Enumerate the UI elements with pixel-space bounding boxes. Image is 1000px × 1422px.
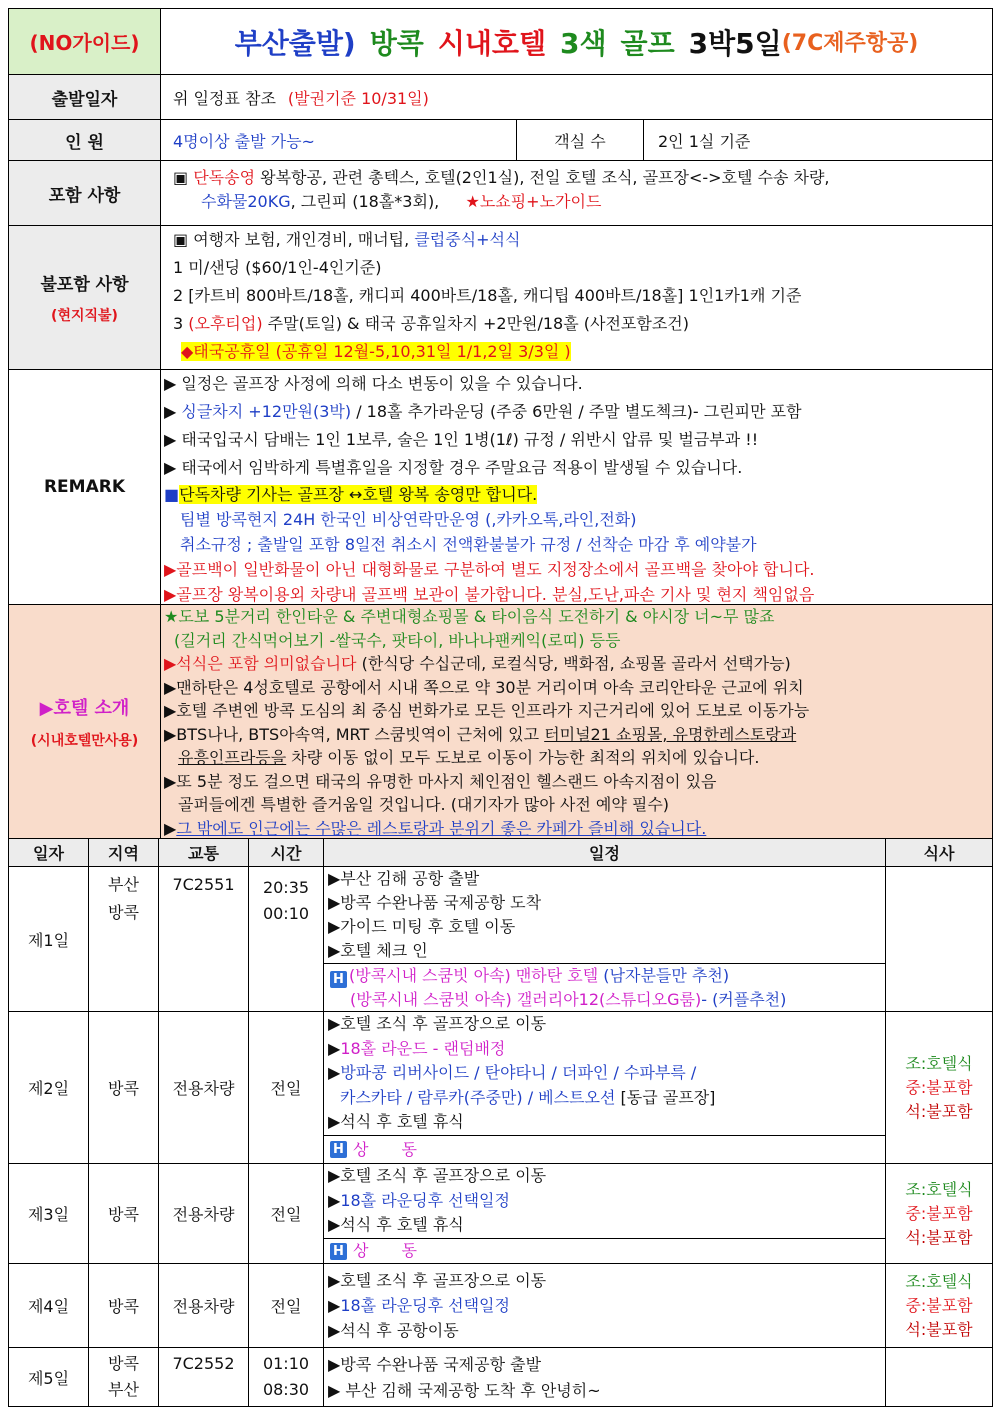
day3-transport: 전용차량 xyxy=(158,1163,249,1264)
day5-meal xyxy=(885,1347,993,1407)
day2-day: 제2일 xyxy=(8,1011,89,1164)
day3-schedule xyxy=(323,1163,886,1239)
col-header-transport: 교통 xyxy=(158,838,249,867)
hotel-intro-content xyxy=(160,604,993,839)
day1-day: 제1일 xyxy=(8,866,89,1012)
hotel-option: H (방콕시내 스쿰빗 아속) 맨하탄 호텔 (남자분들만 추천) xyxy=(330,964,885,988)
schedule-item: ▶18홀 라운딩후 선택일정 xyxy=(328,1296,510,1315)
schedule-item: ▶가이드 미팅 후 호텔 이동 xyxy=(328,917,516,936)
day4-schedule xyxy=(323,1263,886,1348)
remark-line: ■단독차량 기사는 골프장 ↔호텔 왕복 송영만 합니다. xyxy=(164,485,538,504)
day5-transport: 7C2552 xyxy=(158,1347,249,1407)
col-header-schedule: 일정 xyxy=(323,838,886,867)
day1-meal xyxy=(885,866,993,1012)
excluded-line: ▣ 여행자 보험, 개인경비, 매너팁, 클럽중식+석식 xyxy=(173,230,521,249)
day4-day: 제4일 xyxy=(8,1263,89,1348)
hotel-line: ▶호텔 주변엔 방콕 도심의 최 중심 번화가로 모든 인프라가 지근거리에 있어 도보로 이동가능 xyxy=(164,701,810,720)
excluded-content xyxy=(160,225,993,370)
day2-time: 전일 xyxy=(248,1011,324,1164)
schedule-item: ▶석식 후 공항이동 xyxy=(328,1321,459,1340)
excluded-line: 3 (오후티업) 주말(토일) & 태국 공휴일차지 +2만원/18홀 (사전포함조건) xyxy=(173,314,689,333)
room-label: 객실 수 xyxy=(516,119,644,161)
remark-content xyxy=(160,369,993,605)
hotel-line: (길거리 간식먹어보기 -쌀국수, 팟타이, 바나나팬케익(로띠) 등등 xyxy=(174,630,621,650)
hotel-line: ▶또 5분 정도 걸으면 태국의 유명한 마사지 체인점인 헬스랜드 아속지점이 있음 xyxy=(164,771,717,791)
day1-schedule xyxy=(323,866,886,964)
hotel-icon: H xyxy=(330,1141,347,1158)
hotel-line: 골퍼들에겐 특별한 즐거움일 것입니다. (대기자가 많아 사전 예약 필수) xyxy=(178,795,670,814)
title-part: 시내호텔 xyxy=(437,26,547,60)
day5-schedule xyxy=(323,1347,886,1407)
page-title xyxy=(160,8,993,75)
schedule-item: ▶석식 후 호텔 휴식 xyxy=(328,1215,464,1234)
schedule-item: ▶18홀 라운딩후 선택일정 xyxy=(328,1190,510,1210)
day2-meal: 조:호텔식 중:불포함 석:불포함 xyxy=(885,1011,993,1164)
day3-day: 제3일 xyxy=(8,1163,89,1264)
holiday-line: ◆태국공휴일 (공휴일 12월-5,10,31일 1/1,2일 3/3일 ) xyxy=(181,342,571,361)
day2-schedule xyxy=(323,1011,886,1136)
people-value: 4명이상 출발 가능~ xyxy=(160,119,517,161)
schedule-item: ▶방파콩 리버사이드 / 탄야타니 / 더파인 / 수파부륵 / xyxy=(328,1063,697,1082)
people-label: 인 원 xyxy=(8,119,161,161)
remark-line: ▶골프장 왕복이용외 차량내 골프백 보관이 불가합니다. 분실,도난,파손 기사 및 현지 책임없음 xyxy=(164,585,815,604)
remark-line: ▶ 일정은 골프장 사정에 의해 다소 변동이 있을 수 있습니다. xyxy=(164,374,583,393)
col-header-meal: 식사 xyxy=(885,838,993,867)
remark-line: ▶골프백이 일반화물이 아닌 대형화물로 구분하여 별도 지정장소에서 골프백을 찾아야 합니다. xyxy=(164,560,815,579)
day2-region: 방콕 xyxy=(88,1011,159,1164)
schedule-item: ▶석식 후 호텔 휴식 xyxy=(328,1112,464,1131)
hotel-line: ▶맨하탄은 4성호텔로 공항에서 시내 쪽으로 약 30분 거리이며 아속 코리안타운 근교에 위치 xyxy=(164,677,804,697)
remark-line: 팀별 방콕현지 24H 한국인 비상연락만운영 (,카카오톡,라인,전화) xyxy=(180,510,637,529)
hotel-icon: H xyxy=(330,971,347,988)
schedule-item: ▶방콕 수완나품 국제공항 출발 xyxy=(328,1355,542,1374)
day5-day: 제5일 xyxy=(8,1347,89,1407)
included-content xyxy=(160,160,993,226)
included-label: 포함 사항 xyxy=(8,160,161,226)
included-line: ▣ 단독송영 왕복항공, 관련 총텍스, 호텔(2인1실), 전일 호텔 조식, 골프장<->호텔 수송 차량, xyxy=(173,168,830,187)
schedule-item: ▶호텔 조식 후 골프장으로 이동 xyxy=(328,1166,547,1185)
schedule-item: ▶ 부산 김해 국제공항 도착 후 안녕히~ xyxy=(328,1381,601,1400)
excluded-line: 2 [카트비 800바트/18홀, 캐디피 400바트/18홀, 캐디팁 400바트/18홀] 1인1카1캐 기준 xyxy=(173,286,802,305)
day3-time: 전일 xyxy=(248,1163,324,1264)
departure-label: 출발일자 xyxy=(8,74,161,120)
day1-time: 20:35 00:10 xyxy=(248,866,324,1012)
hotel-line: ▶BTS나나, BTS아속역, MRT 스쿰빗역이 근처에 있고 터미널21 쇼핑몰, 유명한레스토랑과 xyxy=(164,724,797,744)
col-header-day: 일자 xyxy=(8,838,89,867)
schedule-item: ▶방콕 수완나품 국제공항 도착 xyxy=(328,893,542,912)
day4-meal: 조:호텔식 중:불포함 석:불포함 xyxy=(885,1263,993,1348)
title-part: 방콕 xyxy=(369,26,424,60)
departure-value: 위 일정표 참조 (발권기준 10/31일) xyxy=(160,74,993,120)
hotel-option: (방콕시내 스쿰빗 아속) 갤러리아12(스튜디오G룸)- (커플추천) xyxy=(350,990,787,1009)
day3-meal: 조:호텔식 중:불포함 석:불포함 xyxy=(885,1163,993,1264)
remark-line: ▶ 태국입국시 담배는 1인 1보루, 술은 1인 1병(1ℓ) 규정 / 위반시 압류 및 벌금부과 !! xyxy=(164,430,759,449)
day3-region: 방콕 xyxy=(88,1163,159,1264)
schedule-item: ▶호텔 조식 후 골프장으로 이동 xyxy=(328,1271,547,1290)
title-part: 부산출발) xyxy=(234,26,356,60)
remark-line: 취소규정 ; 출발일 포함 8일전 취소시 전액환불불가 규정 / 선착순 마감 후 예약불가 xyxy=(180,535,757,554)
title-part: 골프 xyxy=(620,26,675,60)
hotel-line: ★도보 5분거리 한인타운 & 주변대형쇼핑몰 & 타이음식 도전하기 & 야시장 너~무 많죠 xyxy=(164,607,775,626)
title-part: (7C제주항공) xyxy=(781,31,919,56)
schedule-item: ▶호텔 체크 인 xyxy=(328,941,428,960)
schedule-item: ▶18홀 라운드 - 랜덤배정 xyxy=(328,1038,506,1058)
day4-transport: 전용차량 xyxy=(158,1263,249,1348)
day5-region: 방콕 부산 xyxy=(88,1347,159,1407)
day1-transport: 7C2551 xyxy=(158,866,249,1012)
schedule-item: 카스카타 / 람루카(주중만) / 베스트오션 [동급 골프장] xyxy=(340,1087,716,1107)
hotel-intro-label: ▶호텔 소개 (시내호텔만사용) xyxy=(8,604,161,839)
day3-hotel: H 상 동 xyxy=(323,1238,886,1264)
day4-time: 전일 xyxy=(248,1263,324,1348)
hotel-line: ▶그 밖에도 인근에는 수많은 레스토랑과 분위기 좋은 카페가 즐비해 있습니다. xyxy=(164,818,707,838)
schedule-item: ▶호텔 조식 후 골프장으로 이동 xyxy=(328,1014,547,1033)
remark-line: ▶ 태국에서 임박하게 특별휴일을 지정할 경우 주말요금 적용이 발생될 수 있습니다. xyxy=(164,458,743,477)
day1-region: 부산 방콕 xyxy=(88,866,159,1012)
col-header-region: 지역 xyxy=(88,838,159,867)
hotel-line: ▶석식은 포함 의미없습니다 (한식당 수십군데, 로컬식당, 백화점, 쇼핑몰 골라서 선택가능) xyxy=(164,654,791,673)
day4-region: 방콕 xyxy=(88,1263,159,1348)
schedule-item: ▶부산 김해 공항 출발 xyxy=(328,869,480,888)
noguide-label: (NO가이드) xyxy=(8,8,161,75)
excluded-label: 불포함 사항 (현지직불) xyxy=(8,225,161,370)
title-part: 3색 xyxy=(560,26,607,60)
included-line: 수화물20KG, 그린피 (18홀*3회), ★노쇼핑+노가이드 xyxy=(201,192,602,211)
remark-label: REMARK xyxy=(8,369,161,605)
day2-transport: 전용차량 xyxy=(158,1011,249,1164)
day2-hotel: H 상 동 xyxy=(323,1135,886,1164)
day5-time: 01:10 08:30 xyxy=(248,1347,324,1407)
hotel-line: 유흥인프라등을 차량 이동 없이 모두 도보로 이동이 가능한 최적의 위치에 있습니다. xyxy=(178,748,760,767)
day1-hotel xyxy=(323,963,886,1012)
hotel-icon: H xyxy=(330,1243,347,1260)
remark-line: ▶ 싱글차지 +12만원(3박) / 18홀 추가라운딩 (주중 6만원 / 주말 별도첵크)- 그린피만 포함 xyxy=(164,402,802,421)
title-part: 3박5일 xyxy=(688,26,782,60)
room-value: 2인 1실 기준 xyxy=(643,119,993,161)
excluded-line: 1 미/샌딩 ($60/1인-4인기준) xyxy=(173,258,382,277)
col-header-time: 시간 xyxy=(248,838,324,867)
